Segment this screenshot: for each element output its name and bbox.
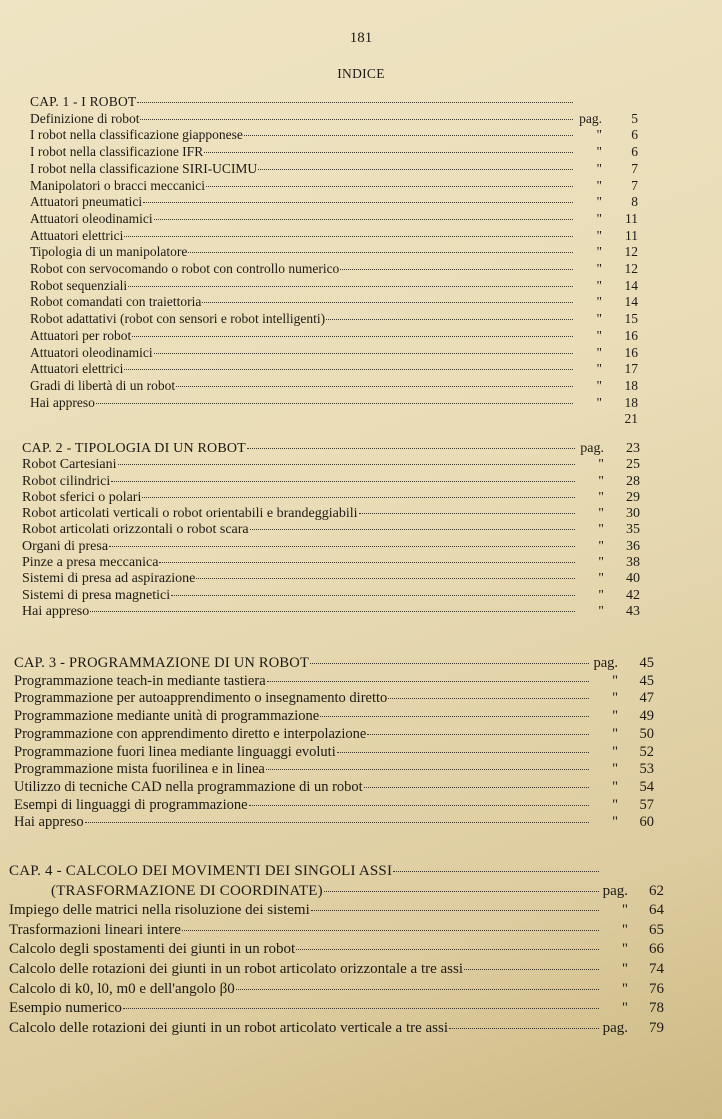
chapter-2-section [22, 441, 640, 620]
page-marker: pag. [579, 110, 602, 126]
dot-leader [85, 822, 589, 823]
entry-title: Calcolo delle rotazioni dei giunti in un robot articolato verticale a tre assi [9, 1019, 449, 1036]
entry-page: 74 [649, 960, 664, 977]
dot-leader [143, 202, 573, 203]
page-marker: " [596, 227, 602, 243]
dot-leader [244, 135, 573, 136]
entry-title: Attuatori per robot [30, 327, 132, 343]
toc-entry [9, 940, 664, 960]
entry-page: 15 [624, 311, 638, 327]
dot-leader [171, 595, 575, 596]
entry-title: Impiego delle matrici nella risoluzione dei sistemi [9, 902, 310, 919]
dot-leader [337, 752, 589, 753]
dot-leader [204, 152, 573, 153]
dot-leader [449, 1028, 599, 1029]
dot-leader [206, 186, 573, 187]
dot-leader [96, 403, 573, 404]
toc-entry [9, 921, 664, 941]
entry-page: 6 [631, 144, 638, 160]
page-marker: " [596, 277, 602, 293]
page-marker: " [596, 344, 602, 360]
entry-title: Calcolo di k0, l0, m0 e dell'angolo β0 [9, 980, 235, 997]
page-marker: " [612, 690, 618, 707]
entry-page: 45 [639, 672, 654, 689]
entry-title: Programmazione fuori linea mediante linguaggi evoluti [14, 743, 336, 760]
page-marker: " [596, 244, 602, 260]
dot-leader [320, 716, 589, 717]
toc-entry [30, 211, 638, 228]
page-marker: " [598, 555, 604, 571]
toc-entry [30, 411, 638, 428]
dot-leader [267, 681, 589, 682]
toc-entry [22, 571, 640, 587]
entry-page: 35 [626, 522, 640, 538]
dot-leader [258, 169, 573, 170]
toc-entry [9, 901, 664, 921]
entry-page: 14 [624, 294, 638, 310]
entry-title: Programmazione mediante unità di programmazione [14, 708, 320, 725]
entry-title: I robot nella classificazione giapponese [30, 127, 243, 143]
page-marker: " [612, 796, 618, 813]
entry-title: CAP. 4 - CALCOLO DEI MOVIMENTI DEI SINGOLI ASSI [9, 863, 393, 879]
page-marker: " [598, 538, 604, 554]
entry-title: Attuatori elettrici [30, 361, 124, 377]
entry-page: 78 [649, 1000, 664, 1017]
chapter-subheading [9, 882, 664, 902]
dot-leader [142, 497, 575, 498]
dot-leader [202, 302, 573, 303]
toc-entry [30, 111, 638, 128]
toc-entry [9, 1019, 664, 1039]
toc-entry [30, 278, 638, 295]
page-marker: " [596, 361, 602, 377]
entry-page: 17 [624, 361, 638, 377]
entry-title: I robot nella classificazione SIRI-UCIMU [30, 160, 258, 176]
toc-entry [30, 361, 638, 378]
entry-title: Robot articolati orizzontali o robot scara [22, 522, 249, 538]
entry-page: 6 [631, 127, 638, 143]
entry-page: 43 [626, 603, 640, 619]
entry-page: 7 [631, 177, 638, 193]
entry-title: Programmazione con apprendimento diretto e interpolazione [14, 725, 367, 742]
entry-title: Attuatori pneumatici [30, 194, 143, 210]
toc-entry [30, 261, 638, 278]
entry-page: 45 [639, 655, 654, 671]
chapter-1-section [30, 94, 638, 428]
toc-entry [9, 999, 664, 1019]
dot-leader [340, 269, 573, 270]
page-marker: " [621, 941, 628, 958]
toc-entry [9, 980, 664, 1000]
dot-leader [140, 119, 573, 120]
dot-leader [123, 1008, 599, 1009]
toc-entry [22, 474, 640, 490]
entry-title: Esempi di linguaggi di programmazione [14, 796, 248, 813]
entry-title: I robot nella classificazione IFR [30, 144, 204, 160]
toc-entry [14, 744, 654, 762]
entry-page: 76 [649, 980, 664, 997]
page-marker: " [612, 743, 618, 760]
toc-entry [22, 506, 640, 522]
entry-title: CAP. 3 - PROGRAMMAZIONE DI UN ROBOT [14, 655, 310, 671]
entry-title: Calcolo degli spostamenti dei giunti in un robot [9, 941, 296, 958]
toc-entry [14, 708, 654, 726]
dot-leader [310, 663, 589, 664]
entry-title: Utilizzo di tecniche CAD nella programmazione di un robot [14, 778, 363, 795]
page-marker: " [621, 902, 628, 919]
entry-page: 18 [624, 394, 638, 410]
toc-entry [22, 604, 640, 620]
entry-title: Definizione di robot [30, 110, 140, 126]
dot-leader [182, 930, 599, 931]
toc-entry [14, 814, 654, 832]
page-marker: pag. [593, 655, 618, 671]
page-marker: " [596, 127, 602, 143]
page-marker: pag. [602, 1019, 628, 1036]
page-marker: pag. [580, 441, 604, 456]
entry-title: Robot comandati con traiettoria [30, 294, 202, 310]
page-marker: " [596, 194, 602, 210]
page-marker: " [596, 311, 602, 327]
entry-page: 25 [626, 457, 640, 473]
entry-page: 18 [624, 377, 638, 393]
entry-title: Attuatori oleodinamici [30, 344, 153, 360]
toc-entry [30, 328, 638, 345]
toc-entry [22, 490, 640, 506]
dot-leader [249, 805, 589, 806]
dot-leader [124, 236, 573, 237]
toc-entry [30, 345, 638, 362]
entry-page: 16 [624, 344, 638, 360]
entry-page: 30 [626, 506, 640, 522]
page-marker: " [596, 144, 602, 160]
entry-page: 8 [631, 194, 638, 210]
toc-entry [30, 144, 638, 161]
entry-page: 11 [625, 227, 638, 243]
entry-title: Pinze a presa meccanica [22, 555, 159, 571]
page-number: 181 [349, 30, 373, 46]
dot-leader [159, 562, 575, 563]
toc-entry [22, 457, 640, 473]
dot-leader [359, 513, 575, 514]
page-marker: " [596, 394, 602, 410]
entry-page: 28 [626, 473, 640, 489]
toc-entry [30, 228, 638, 245]
toc-entry [22, 539, 640, 555]
dot-leader [266, 769, 589, 770]
toc-entry [30, 161, 638, 178]
dot-leader [296, 949, 599, 950]
entry-title: Hai appreso [22, 603, 90, 619]
entry-page: 36 [626, 538, 640, 554]
dot-leader [90, 611, 575, 612]
toc-entry [22, 588, 640, 604]
entry-page: 79 [649, 1019, 664, 1036]
page-marker: pag. [602, 882, 628, 899]
entry-page: 50 [639, 725, 654, 742]
toc-entry [14, 779, 654, 797]
dot-leader [188, 252, 573, 253]
dot-leader [196, 578, 575, 579]
toc-entry [14, 726, 654, 744]
entry-page: 53 [639, 761, 654, 778]
entry-title: Esempio numerico [9, 1000, 122, 1017]
toc-entry [30, 127, 638, 144]
entry-title: Robot articolati verticali o robot orientabili e brandeggiabili [22, 506, 358, 522]
entry-title: Robot cilindrici [22, 473, 111, 489]
entry-page: 12 [624, 261, 638, 277]
entry-title: Robot sferici o polari [22, 489, 142, 505]
entry-page: 60 [639, 814, 654, 831]
page-marker: " [612, 778, 618, 795]
entry-title: Robot Cartesiani [22, 457, 117, 473]
entry-page: 16 [624, 327, 638, 343]
entry-title: Robot con servocomando o robot con controllo numerico [30, 261, 340, 277]
page-marker: " [612, 672, 618, 689]
entry-page: 42 [626, 587, 640, 603]
dot-leader [124, 369, 573, 370]
page-marker: " [598, 522, 604, 538]
entry-title: Sistemi di presa ad aspirazione [22, 571, 196, 587]
page-marker: " [596, 177, 602, 193]
chapter-heading [22, 441, 640, 457]
page-marker: " [612, 725, 618, 742]
dot-leader [132, 336, 573, 337]
entry-page: 54 [639, 778, 654, 795]
chapter-4-section [9, 862, 664, 1038]
chapter-heading [9, 862, 664, 882]
entry-title: CAP. 2 - TIPOLOGIA DI UN ROBOT [22, 441, 246, 456]
entry-title: CAP. 1 - I ROBOT [30, 94, 137, 109]
entry-page: 38 [626, 555, 640, 571]
entry-title: Programmazione mista fuorilinea e in linea [14, 761, 265, 778]
entry-page: 64 [649, 902, 664, 919]
page-marker: " [598, 457, 604, 473]
entry-page: 47 [639, 690, 654, 707]
entry-page: 52 [639, 743, 654, 760]
entry-title: Attuatori oleodinamici [30, 210, 153, 226]
toc-entry [14, 673, 654, 691]
entry-page: 66 [649, 941, 664, 958]
toc-entry [14, 690, 654, 708]
dot-leader [236, 989, 599, 990]
dot-leader [311, 910, 599, 911]
entry-title: Gradi di libertà di un robot [30, 377, 176, 393]
entry-title: Programmazione per autoapprendimento o insegnamento diretto [14, 690, 388, 707]
page-marker: " [596, 327, 602, 343]
dot-leader [324, 891, 599, 892]
entry-title: Attuatori elettrici [30, 227, 124, 243]
page-marker: " [598, 506, 604, 522]
page-marker: " [621, 921, 628, 938]
toc-entry [22, 555, 640, 571]
entry-title: Robot adattativi (robot con sensori e robot intelligenti) [30, 311, 326, 327]
entry-title: Robot sequenziali [30, 277, 128, 293]
page-marker: " [612, 708, 618, 725]
toc-entry [30, 395, 638, 412]
toc-entry [30, 178, 638, 195]
toc-entry [30, 194, 638, 211]
page-marker: " [621, 1000, 628, 1017]
entry-title: Trasformazioni lineari intere [9, 921, 181, 938]
dot-leader [364, 787, 589, 788]
entry-page: 62 [649, 882, 664, 899]
dot-leader [464, 969, 599, 970]
entry-page: 7 [631, 160, 638, 176]
page-marker: " [621, 960, 628, 977]
dot-leader [250, 529, 575, 530]
index-title: INDICE [337, 66, 385, 81]
dot-leader [111, 481, 575, 482]
page-marker: " [598, 489, 604, 505]
chapter-heading [30, 94, 638, 111]
page-marker: " [596, 294, 602, 310]
entry-page: 12 [624, 244, 638, 260]
entry-page: 57 [639, 796, 654, 813]
entry-title: Programmazione teach-in mediante tastiera [14, 672, 266, 689]
dot-leader [137, 102, 573, 103]
dot-leader [326, 319, 573, 320]
dot-leader [393, 871, 599, 872]
chapter-3-section [14, 655, 654, 832]
page-marker: " [598, 603, 604, 619]
entry-page: 21 [624, 411, 638, 427]
entry-page: 29 [626, 489, 640, 505]
entry-title: Hai appreso [30, 394, 95, 410]
entry-title: Manipolatori o bracci meccanici [30, 177, 206, 193]
page-marker: " [612, 814, 618, 831]
page-marker: " [596, 261, 602, 277]
dot-leader [118, 464, 576, 465]
dot-leader [247, 448, 575, 449]
page-marker: " [612, 761, 618, 778]
page-marker: " [621, 980, 628, 997]
entry-title: (TRASFORMAZIONE DI COORDINATE) [51, 882, 323, 899]
toc-entry [14, 761, 654, 779]
entry-title: Organi di presa [22, 538, 109, 554]
entry-title: Tipologia di un manipolatore [30, 244, 188, 260]
toc-entry [30, 378, 638, 395]
toc-entry [30, 294, 638, 311]
dot-leader [367, 734, 589, 735]
page-marker: " [598, 587, 604, 603]
page-marker: " [598, 571, 604, 587]
page-marker: " [598, 473, 604, 489]
toc-entry [30, 311, 638, 328]
dot-leader [388, 698, 589, 699]
toc-entry [14, 797, 654, 815]
entry-title: Hai appreso [14, 814, 84, 831]
entry-page: 5 [631, 110, 638, 126]
page-marker: " [596, 210, 602, 226]
dot-leader [109, 546, 575, 547]
entry-page: 40 [626, 571, 640, 587]
page-marker: " [596, 160, 602, 176]
dot-leader [128, 286, 573, 287]
page-marker: " [596, 377, 602, 393]
entry-page: 65 [649, 921, 664, 938]
entry-title: Sistemi di presa magnetici [22, 587, 171, 603]
toc-entry [9, 960, 664, 980]
entry-page: 11 [625, 210, 638, 226]
toc-entry [22, 522, 640, 538]
entry-page: 49 [639, 708, 654, 725]
entry-page: 23 [626, 441, 640, 456]
chapter-heading [14, 655, 654, 673]
entry-title: Calcolo delle rotazioni dei giunti in un robot articolato orizzontale a tre assi [9, 960, 464, 977]
dot-leader [154, 353, 573, 354]
dot-leader [154, 219, 573, 220]
dot-leader [176, 386, 573, 387]
entry-page: 14 [624, 277, 638, 293]
toc-entry [30, 244, 638, 261]
